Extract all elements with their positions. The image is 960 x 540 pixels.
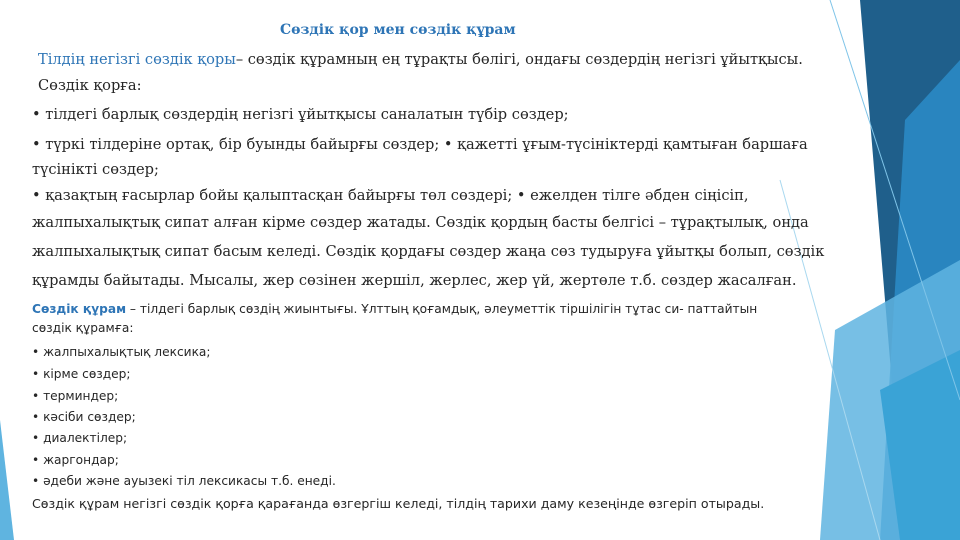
composition-item: • кірме сөздер; <box>32 367 131 381</box>
composition-item: • жаргондар; <box>32 453 119 467</box>
composition-item: • әдеби және ауызекі тіл лексикасы т.б. енеді. <box>32 474 336 488</box>
core-definition <box>38 51 803 68</box>
core-term: Тілдің негізгі сөздік қоры <box>38 51 236 68</box>
composition-def-text: – тілдегі барлық сөздің жиынтығы. Ұлттың қоғамдық, әлеуметтік тіршілігін тұтас си- паттайтын <box>126 302 758 316</box>
composition-item: • диалектілер; <box>32 431 128 445</box>
main-line: • түркі тілдеріне ортақ, бір буынды байырғы сөздер; • қажетті ұғым-түсініктерді қамтыған баршаға <box>32 136 808 153</box>
main-line: • қазақтың ғасырлар бойы қалыптасқан байырғы төл сөздері; • ежелден тілге әбден сіңісіп, <box>32 187 749 204</box>
main-line: жалпыхалықтық сипат басым келеді. Сөздік қордағы сөздер жаңа сөз тудыруға ұйытқы болып, сөздік <box>32 243 825 260</box>
composition-item: • жалпыхалықтық лексика; <box>32 345 211 359</box>
composition-item: • терминдер; <box>32 389 119 403</box>
composition-definition <box>32 302 757 316</box>
composition-term: Сөздік құрам <box>32 302 127 316</box>
core-intro: Сөздік қорға: <box>38 77 142 94</box>
conclusion-text: Сөздік құрам негізгі сөздік қорға қарағанда өзгергіш келеді, тілдің тарихи даму кезеңінде өзгеріп отырады. <box>32 496 765 511</box>
composition-item: • кәсіби сөздер; <box>32 410 136 424</box>
main-line: • тілдегі барлық сөздердің негізгі ұйытқысы саналатын түбір сөздер; <box>32 106 569 123</box>
main-line: жалпыхалықтық сипат алған кірме сөздер жатады. Сөздік қордың басты белгісі – тұрақтылық, онда <box>32 214 809 231</box>
composition-intro: сөздік құрамға: <box>32 321 134 335</box>
main-line: түсінікті сөздер; <box>32 161 159 178</box>
main-line: құрамды байытады. Мысалы, жер сөзінен жершіл, жерлес, жер үй, жертөле т.б. сөздер жасалған. <box>32 272 797 289</box>
slide-title: Сөздік қор мен сөздік құрам <box>280 22 516 38</box>
core-def-text: – сөздік құрамның ең тұрақты бөлігі, ондағы сөздердің негізгі ұйытқысы. <box>235 51 803 68</box>
